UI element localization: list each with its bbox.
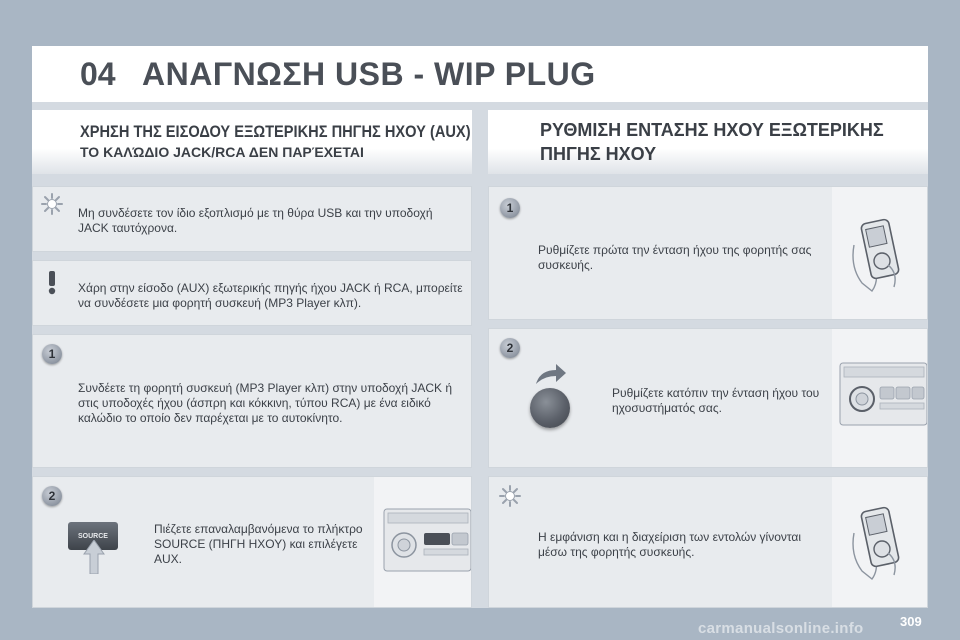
page-number: 309 [900,614,922,629]
left-warning-text: Χάρη στην είσοδο (AUX) εξωτερικής πηγής ήχου JACK ή RCA, μπορείτε να συνδέσετε μια φορητή συσκευή (MP3 Player κλπ). [78,281,463,310]
volume-knob-icon [530,388,570,428]
right-section-heading-line1: ΡΥΘΜΙΣΗ ΕΝΤΑΣΗΣ ΗΧΟΥ ΕΞΩΤΕΡΙΚΗΣ [540,120,884,140]
up-arrow-icon [82,540,106,574]
tip-icon [40,192,64,216]
rotate-arrow-icon [532,362,568,386]
source-button-illustration: SOURCE [68,522,118,550]
radio-image-panel-left [374,477,471,607]
right-step2-badge: 2 [500,338,520,358]
right-section-header [488,110,928,174]
left-section-heading: ΧΡΗΣΗ ΤΗΣ ΕΙΣΟΔΟΥ ΕΞΩΤΕΡΙΚΗΣ ΠΗΓΗΣ ΗΧΟΥ (AUX) [80,122,471,141]
left-section-header [32,110,472,174]
left-step2-badge: 2 [42,486,62,506]
page-title: ΑΝΑΓΝΩΣΗ USB - WIP PLUG [142,56,596,92]
mp3-player-icon [832,477,927,607]
player-image-panel-top [832,187,927,319]
right-step1-badge: 1 [500,198,520,218]
left-tip-text: Μη συνδέσετε τον ίδιο εξοπλισμό με τη θύρα USB και την υποδοχή JACK ταυτόχρονα. [78,206,433,235]
watermark: carmanualsonline.info [698,620,864,637]
right-tip-text: Η εμφάνιση και η διαχείριση των εντολών γίνονται μέσω της φορητής συσκευής. [538,530,802,559]
right-section-heading-line2: ΠΗΓΗΣ ΗΧΟΥ [540,144,657,164]
warning-icon [40,268,64,296]
tip-icon [498,484,522,508]
radio-image-panel-right [832,329,927,467]
right-step2-text: Ρυθμίζετε κατόπιν την ένταση ήχου του ηχοσυστήματός σας. [612,386,820,415]
left-step1-badge: 1 [42,344,62,364]
right-step1-text: Ρυθμίζετε πρώτα την ένταση ήχου της φορητής σας συσκευής. [538,243,812,272]
radio-unit-icon [832,329,927,467]
left-section-subheading: ΤΟ ΚΑΛΏΔΙΟ JACK/RCA ΔΕΝ ΠΑΡΈΧΕΤΑΙ [80,144,364,160]
chapter-number: 04 [80,56,116,92]
player-image-panel-bottom [832,477,927,607]
mp3-player-icon [832,187,927,319]
radio-unit-icon [374,477,471,607]
left-step1-text: Συνδέετε τη φορητή συσκευή (MP3 Player κλπ) στην υποδοχή JACK ή στις υποδοχές ήχου (άσπρη και κόκκινη, τύπου RCA) με ένα ειδικό καλώδιο το οποίο δεν παρέχεται με το αυτοκίνητο. [78,381,453,425]
left-step2-text: Πιέζετε επαναλαμβανόμενα το πλήκτρο SOURCE (ΠΗΓΗ ΗΧΟΥ) και επιλέγετε AUX. [154,522,363,566]
